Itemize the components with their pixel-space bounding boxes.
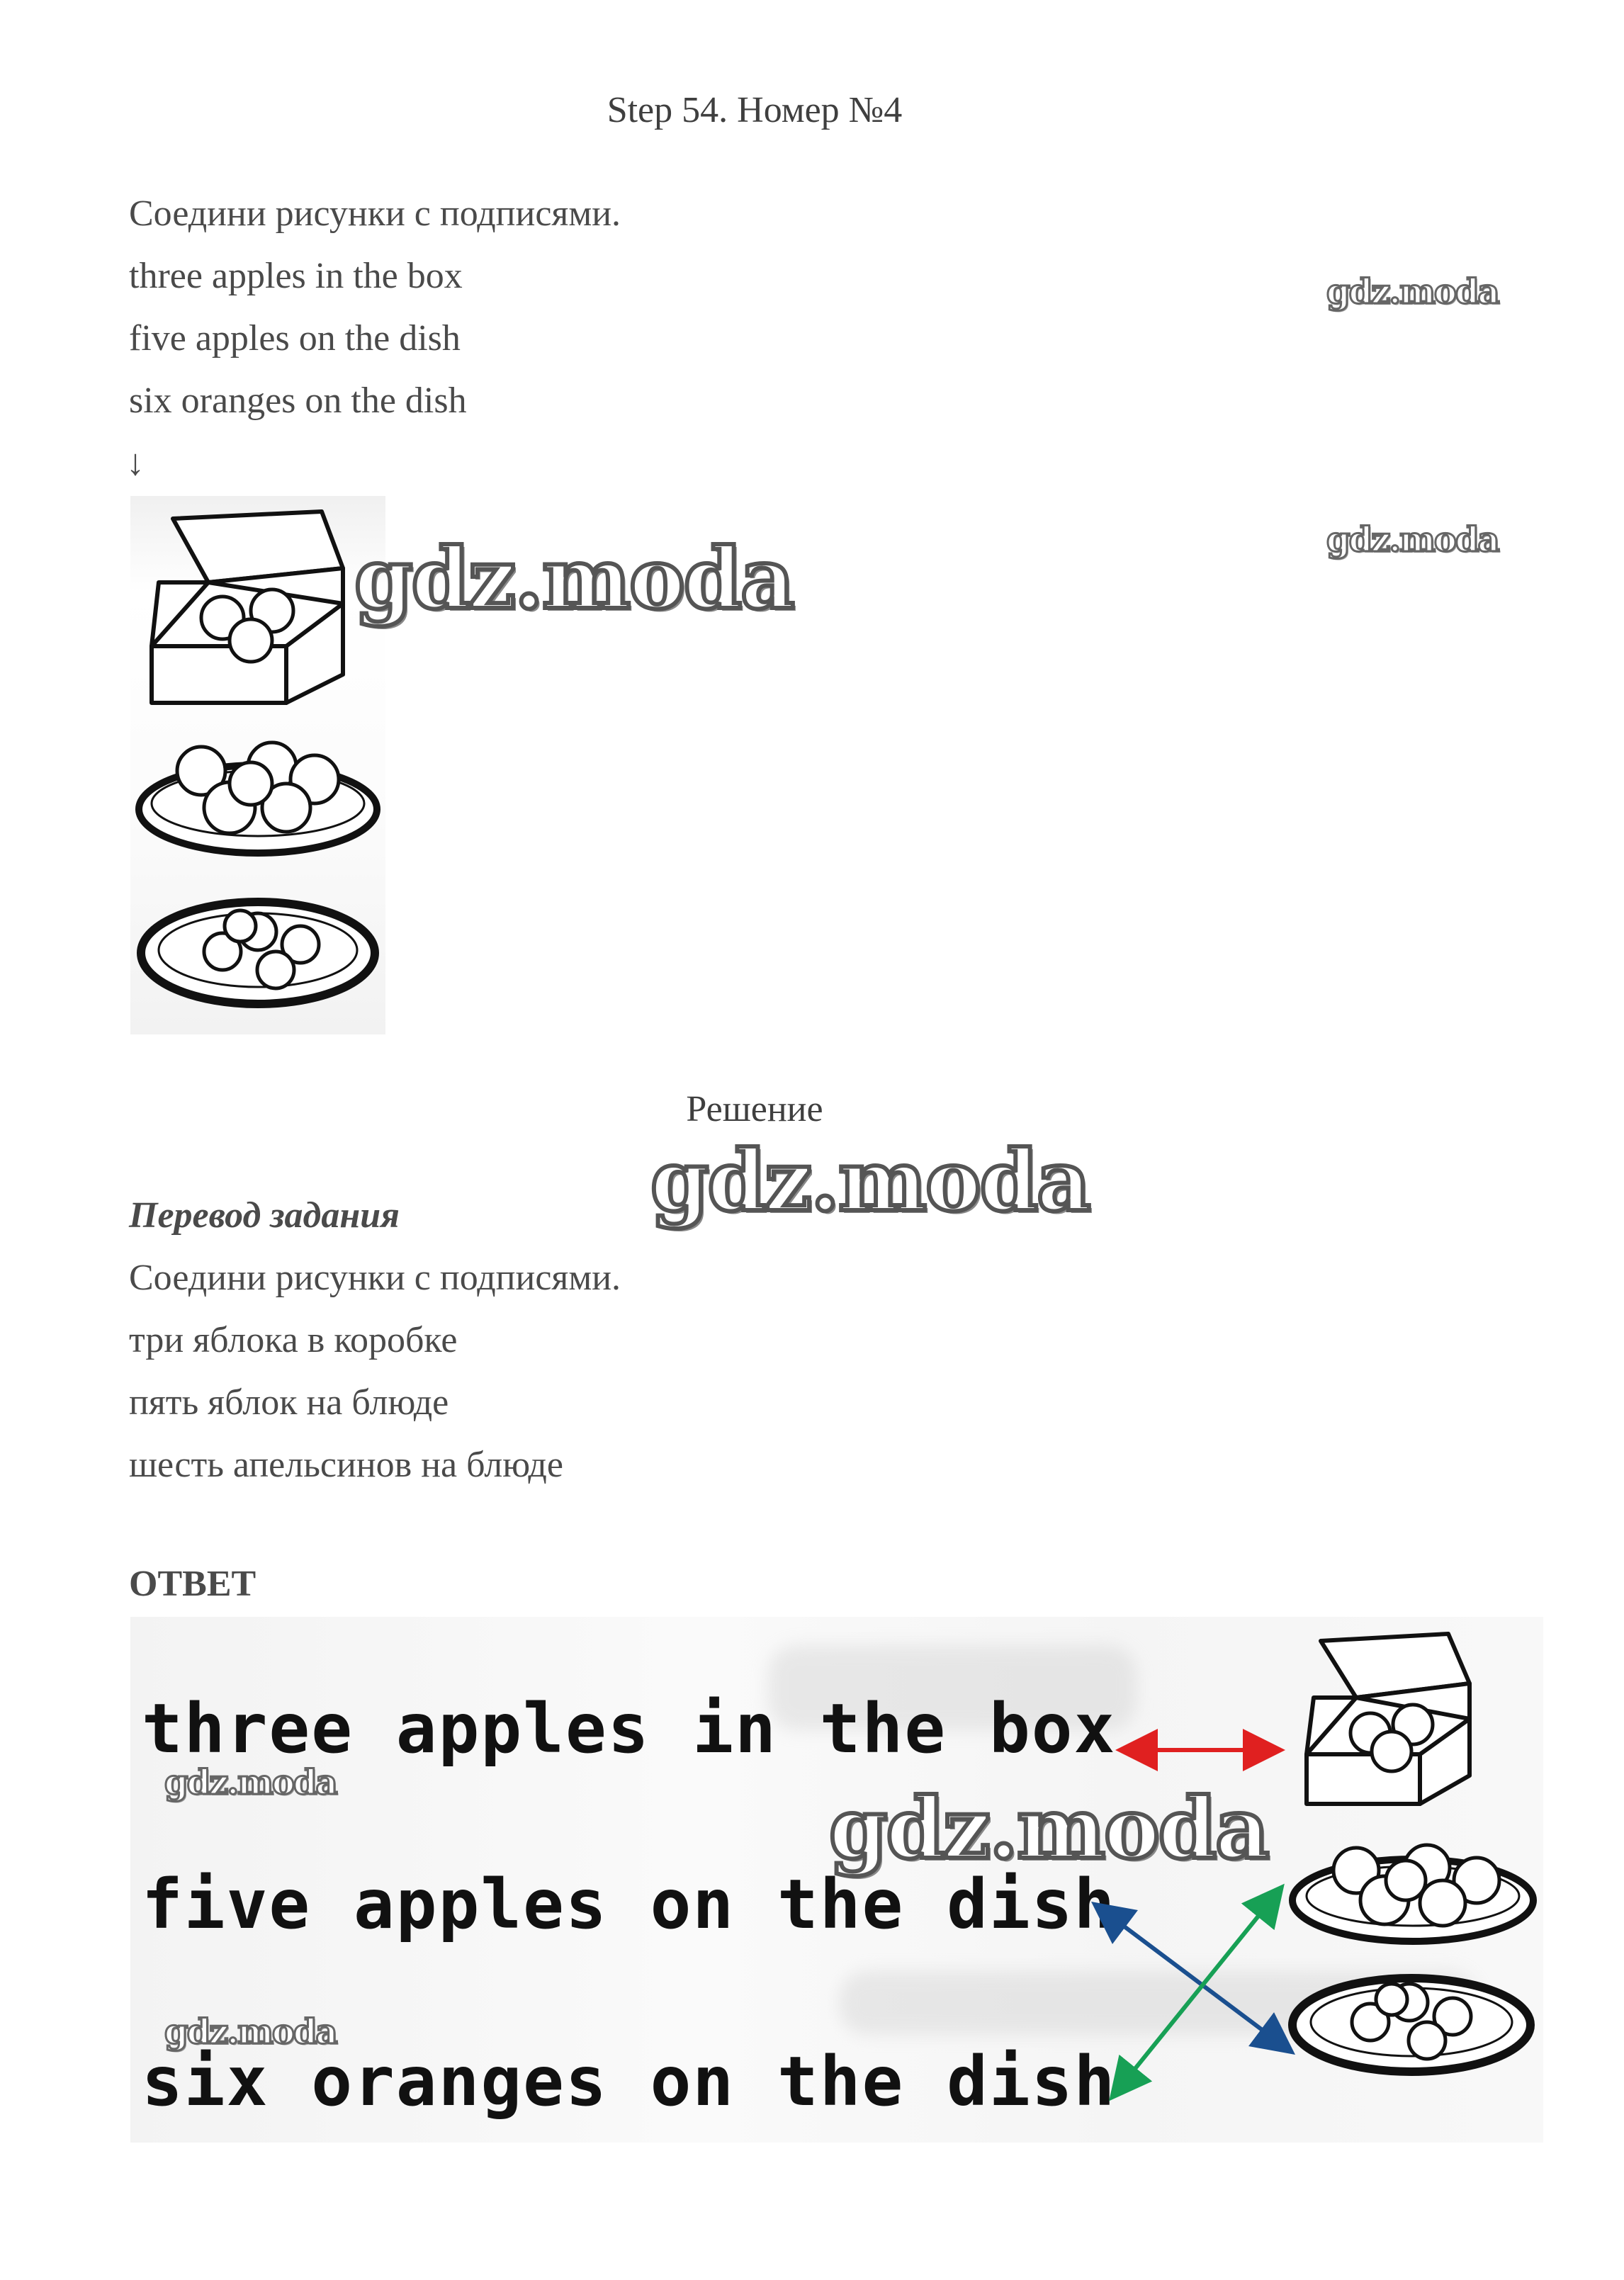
translation-line: шесть апельсинов на блюде (129, 1445, 563, 1485)
answer-line-five-apples: five apples on the dish (142, 1865, 1117, 1944)
answer-line-three-apples: three apples in the box (142, 1689, 1117, 1768)
watermark: gdz.moda (1326, 520, 1499, 560)
watermark: gdz.moda (164, 1763, 337, 1802)
answer-image (130, 1617, 1543, 2143)
caption-five-apples: five apples on the dish (129, 318, 461, 359)
arrow-six-oranges (1122, 1900, 1271, 2084)
watermark: gdz.moda (650, 1131, 1090, 1230)
translation-instruction: Соедини рисунки с подписями. (129, 1258, 621, 1298)
arrow-five-apples (1108, 1914, 1278, 2042)
down-arrow-icon: ↓ (126, 443, 145, 483)
solution-heading: Решение (686, 1089, 823, 1129)
watermark: gdz.moda (829, 1779, 1268, 1878)
apples-dish-icon (130, 882, 385, 1010)
answer-line-six-oranges: six oranges on the dish (142, 2042, 1117, 2121)
caption-six-oranges: six oranges on the dish (129, 380, 467, 421)
oranges-dish-icon (130, 730, 385, 864)
translation-heading: Перевод задания (129, 1195, 400, 1236)
watermark: gdz.moda (1326, 272, 1499, 312)
translation-line: три яблока в коробке (129, 1320, 458, 1360)
answer-heading: ОТВЕТ (129, 1564, 256, 1604)
caption-three-apples: three apples in the box (129, 256, 463, 296)
apple-box-icon (130, 504, 385, 717)
connection-arrows (130, 1617, 1543, 2143)
translation-line: пять яблок на блюде (129, 1382, 449, 1423)
page-title: Step 54. Номер №4 (607, 90, 903, 130)
task-instruction: Соедини рисунки с подписями. (129, 193, 621, 234)
watermark: gdz.moda (354, 529, 794, 628)
watermark: gdz.moda (164, 2012, 337, 2052)
